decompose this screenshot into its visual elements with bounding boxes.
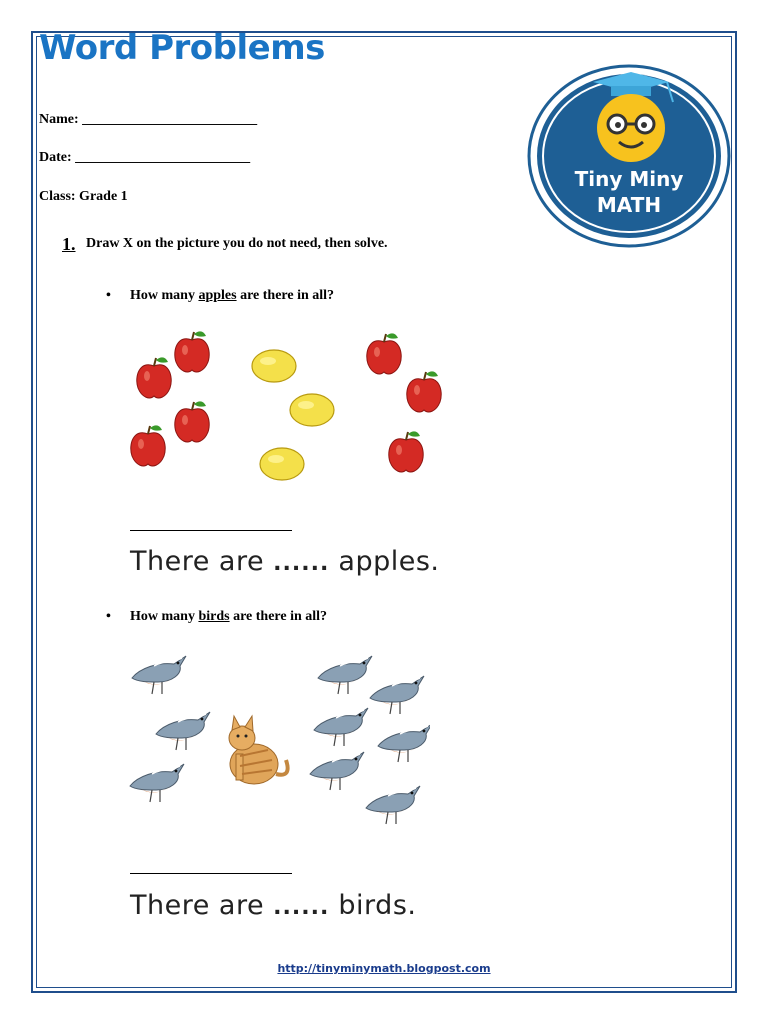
smiley-face-icon	[597, 94, 665, 162]
bird-3	[130, 764, 184, 802]
footer-link[interactable]: http://tinyminymath.blogpost.com	[277, 962, 491, 975]
apple-5	[367, 333, 401, 374]
bird-2	[156, 712, 210, 750]
bird-6	[314, 708, 368, 746]
lemon-2	[290, 394, 334, 426]
apple-7	[389, 431, 423, 472]
apples-lemons-picture	[130, 330, 442, 490]
answer-line-birds[interactable]	[130, 873, 292, 874]
question-birds: How many birds are there in all?	[130, 609, 328, 624]
apple-3	[175, 401, 209, 442]
bird-1	[132, 656, 186, 694]
svg-text:MATH: MATH	[596, 193, 662, 217]
class-field: Class: Grade 1	[39, 189, 128, 204]
sentence-birds: There are ...... birds.	[130, 890, 417, 921]
bird-7	[378, 724, 430, 762]
svg-text:Tiny Miny: Tiny Miny	[574, 167, 684, 191]
lemon-3	[260, 448, 304, 480]
lemon-1	[252, 350, 296, 382]
worksheet-title: Word Problems	[39, 28, 325, 68]
bird-9	[366, 786, 420, 824]
bird-5	[370, 676, 424, 714]
bullet-apples: •	[106, 288, 111, 303]
cat-icon	[229, 716, 288, 784]
sentence-apples: There are ...... apples.	[130, 546, 440, 577]
question-number: 1.	[62, 234, 76, 254]
question-apples: How many apples are there in all?	[130, 288, 335, 303]
apple-6	[407, 371, 441, 412]
bird-8	[310, 752, 364, 790]
apple-1	[175, 331, 209, 372]
tiny-miny-math-logo	[527, 64, 731, 248]
apple-2	[137, 357, 171, 398]
answer-line-apples[interactable]	[130, 530, 292, 531]
date-field: Date: _________________________	[39, 150, 251, 165]
bird-4	[318, 656, 372, 694]
bullet-birds: •	[106, 609, 111, 624]
question-instruction: Draw X on the picture you do not need, then solve.	[86, 236, 388, 251]
name-field: Name: _________________________	[39, 112, 258, 127]
apple-4	[131, 425, 165, 466]
birds-cat-picture	[128, 650, 430, 832]
